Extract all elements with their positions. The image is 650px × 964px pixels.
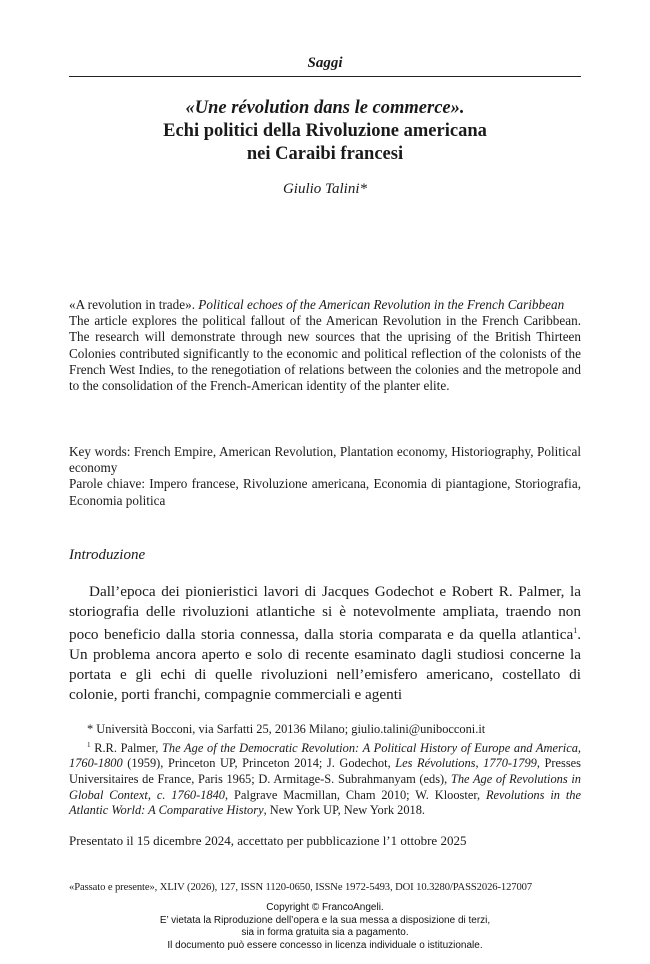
journal-citation: «Passato e presente», XLIV (2026), 127, ISSN 1120-0650, ISSNe 1972-5493, DOI 10.3280/PASS2026-127007 xyxy=(69,882,533,893)
intro-text-a: Dall’epoca dei pionieristici lavori di Jacques Godechot e Robert R. Palmer, la storiografia delle rivoluzioni atlantiche si è notevolmente ampliata, traendo non poco beneficio dalla storia connessa, dalla storia comparata e da quella atlantica xyxy=(69,583,581,644)
footnote-1-segment: , New York UP, New York 2018. xyxy=(263,803,426,818)
footnote-1-body xyxy=(69,741,581,817)
section-label: Saggi xyxy=(307,55,343,71)
copyright-line-1: Copyright © FrancoAngeli. xyxy=(266,902,384,913)
footnote-1 xyxy=(69,738,581,819)
footnote-ref-1[interactable]: 1 xyxy=(573,626,578,636)
intro-text-b: . Un problema ancora aperto e solo di recente esaminato dagli studiosi concerne la portata e gli echi di quelle rivoluzioni nell’emisfero americano, costellato di colonie, porti franchi, compagnie commerciali e agenti xyxy=(69,626,581,703)
introduction-heading: Introduzione xyxy=(69,547,146,563)
affiliation-note: * Università Bocconi, via Sarfatti 25, 20136 Milano; giulio.talini@unibocconi.it xyxy=(87,722,486,736)
abstract-title xyxy=(69,297,581,313)
copyright-line-3: sia in forma gratuita sia a pagamento. xyxy=(241,927,409,938)
abstract xyxy=(69,297,581,394)
footnote-1-segment: , Presses Universitaires de France, Paris 1965; D. Armitage-S. Subrahmanyam (eds), xyxy=(69,756,581,786)
keywords-it: Parole chiave: Impero francese, Rivoluzione americana, Economia di piantagione, Storiografia, Economia politica xyxy=(69,476,581,508)
footnote-1-segment: The Age of Revolutions in Global Context, c. 1760-1840 xyxy=(69,771,581,802)
abstract-body: The article explores the political fallout of the American Revolution in the French Caribbean. The research will demonstrate through new sources that the uprising of the British Thirteen Colonies contributed significantly to the economic and political reflection of the colonists of the French West Indies, to the renegotiation of relations between the colonies and the metropole and to the consolidation of the French-American identity of the planter elite. xyxy=(69,313,581,394)
copyright-notice xyxy=(69,902,581,952)
title-line-1: «Une révolution dans le commerce». xyxy=(185,98,465,118)
article-title xyxy=(69,97,581,166)
introduction-paragraph xyxy=(69,582,581,704)
keywords-en: Key words: French Empire, American Revolution, Plantation economy, Historiography, Political economy xyxy=(69,444,581,476)
footnote-1-segment: R.R. Palmer, xyxy=(90,740,162,755)
footnote-1-segment: (1959), Princeton UP, Princeton 2014; J. Godechot, xyxy=(122,756,396,771)
footnote-1-mark: 1 xyxy=(87,740,91,749)
submission-dates: Presentato il 15 dicembre 2024, accettato per pubblicazione l’1 ottobre 2025 xyxy=(69,833,467,848)
footnote-1-segment: The Age of the Democratic Revolution: A Political History of Europe and America, 1760-1800 xyxy=(69,740,582,771)
title-line-3: nei Caraibi francesi xyxy=(246,144,404,164)
footnote-1-segment: Revolutions in the Atlantic World: A Comparative History xyxy=(69,787,581,818)
title-line-2: Echi politici della Rivoluzione americana xyxy=(163,121,487,141)
footnotes xyxy=(69,722,581,819)
abstract-title-italic: Political echoes of the American Revolution in the French Caribbean xyxy=(198,297,565,312)
footnote-1-segment: , Palgrave Macmillan, Cham 2010; W. Klooster, xyxy=(225,787,486,802)
author-name: Giulio Talini* xyxy=(282,181,368,197)
header-rule xyxy=(69,76,581,77)
abstract-title-plain: «A revolution in trade». xyxy=(69,297,199,312)
keywords-block xyxy=(69,444,581,509)
footnote-1-segment: Les Révolutions, 1770-1799 xyxy=(395,756,537,771)
copyright-line-2: E’ vietata la Riproduzione dell’opera e la sua messa a disposizione di terzi, xyxy=(159,914,491,926)
copyright-line-4: Il documento può essere concesso in licenza individuale o istituzionale. xyxy=(167,939,483,951)
